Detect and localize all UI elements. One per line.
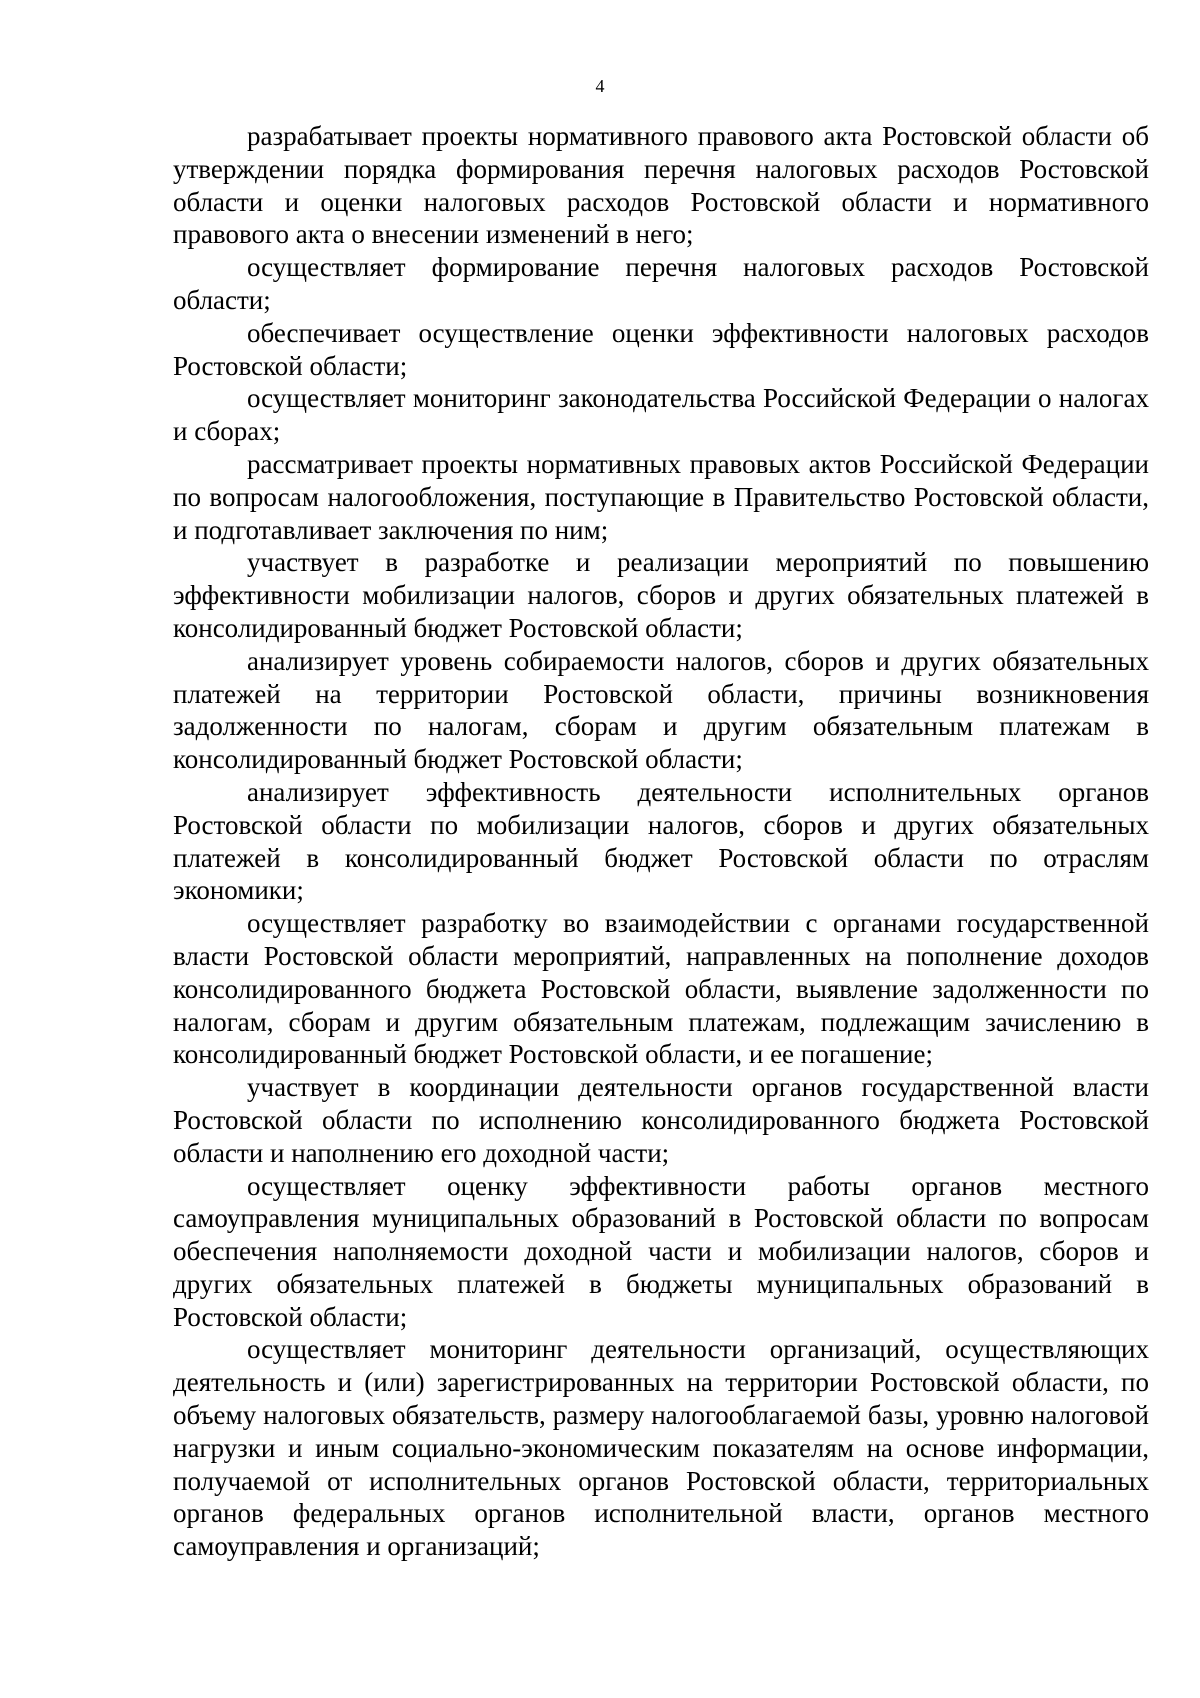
paragraph-organizations-monitoring: осуществляет мониторинг деятельности организаций, осуществляющих деятельность и (или) зарегистрированных на территории Ростовской области, по объему налоговых обязательств, размеру налогооблагаемой базы, уровню налоговой нагрузки и иным социально-экономическим показателям на основе информации, получаемой от исполнительных органов Ростовской области, территориальных органов федеральных органов исполнительной власти, органов местного самоуправления и организаций; <box>173 1334 1149 1562</box>
paragraph-executive-bodies-analysis: анализирует эффективность деятельности исполнительных органов Ростовской области по мобилизации налогов, сборов и других обязательных платежей в консолидированный бюджет Ростовской области по отраслям экономики; <box>173 776 1149 906</box>
paragraph-municipal-evaluation: осуществляет оценку эффективности работы органов местного самоуправления муниципальных образований в Ростовской области по вопросам обеспечения наполняемости доходной части и мобилизации налогов, сборов и других обязательных платежей в бюджеты муниципальных образований в Ростовской области; <box>173 1170 1149 1332</box>
page-number: 4 <box>595 76 605 96</box>
paragraph-tax-expenditure-list: осуществляет формирование перечня налоговых расходов Ростовской области; <box>173 252 1149 315</box>
paragraph-legislation-monitoring: осуществляет мониторинг законодательства Российской Федерации о налогах и сборах; <box>173 383 1149 447</box>
paragraph-budget-coordination: участвует в координации деятельности органов государственной власти Ростовской области по исполнению консолидированного бюджета Ростовской области и наполнению его доходной части; <box>173 1072 1149 1168</box>
paragraph-mobilization-measures: участвует в разработке и реализации мероприятий по повышению эффективности мобилизации налогов, сборов и других обязательных платежей в консолидированный бюджет Ростовской области; <box>173 547 1149 643</box>
paragraph-tax-expenditure-order: разрабатывает проекты нормативного правового акта Ростовской области об утверждении порядка формирования перечня налоговых расходов Ростовской области и оценки налоговых расходов Ростовской области и нормативного правового акта о внесении изменений в него; <box>173 121 1149 250</box>
paragraph-revenue-measures: осуществляет разработку во взаимодействии с органами государственной власти Ростовской области мероприятий, направленных на пополнение доходов консолидированного бюджета Ростовской области, выявление задолженности по налогам, сборам и другим обязательным платежам, подлежащим зачислению в консолидированный бюджет Ростовской области, и ее погашение; <box>173 908 1149 1070</box>
document-body <box>173 120 1149 1563</box>
paragraph-tax-expenditure-evaluation: обеспечивает осуществление оценки эффективности налоговых расходов Ростовской области; <box>173 317 1149 381</box>
paragraph-collection-analysis: анализирует уровень собираемости налогов, сборов и других обязательных платежей на территории Ростовской области, причины возникновения задолженности по налогам, сборам и другим обязательным платежам в консолидированный бюджет Ростовской области; <box>173 645 1149 775</box>
paragraph-draft-acts-review: рассматривает проекты нормативных правовых актов Российской Федерации по вопросам налогообложения, поступающие в Правительство Ростовской области, и подготавливает заключения по ним; <box>173 448 1149 545</box>
